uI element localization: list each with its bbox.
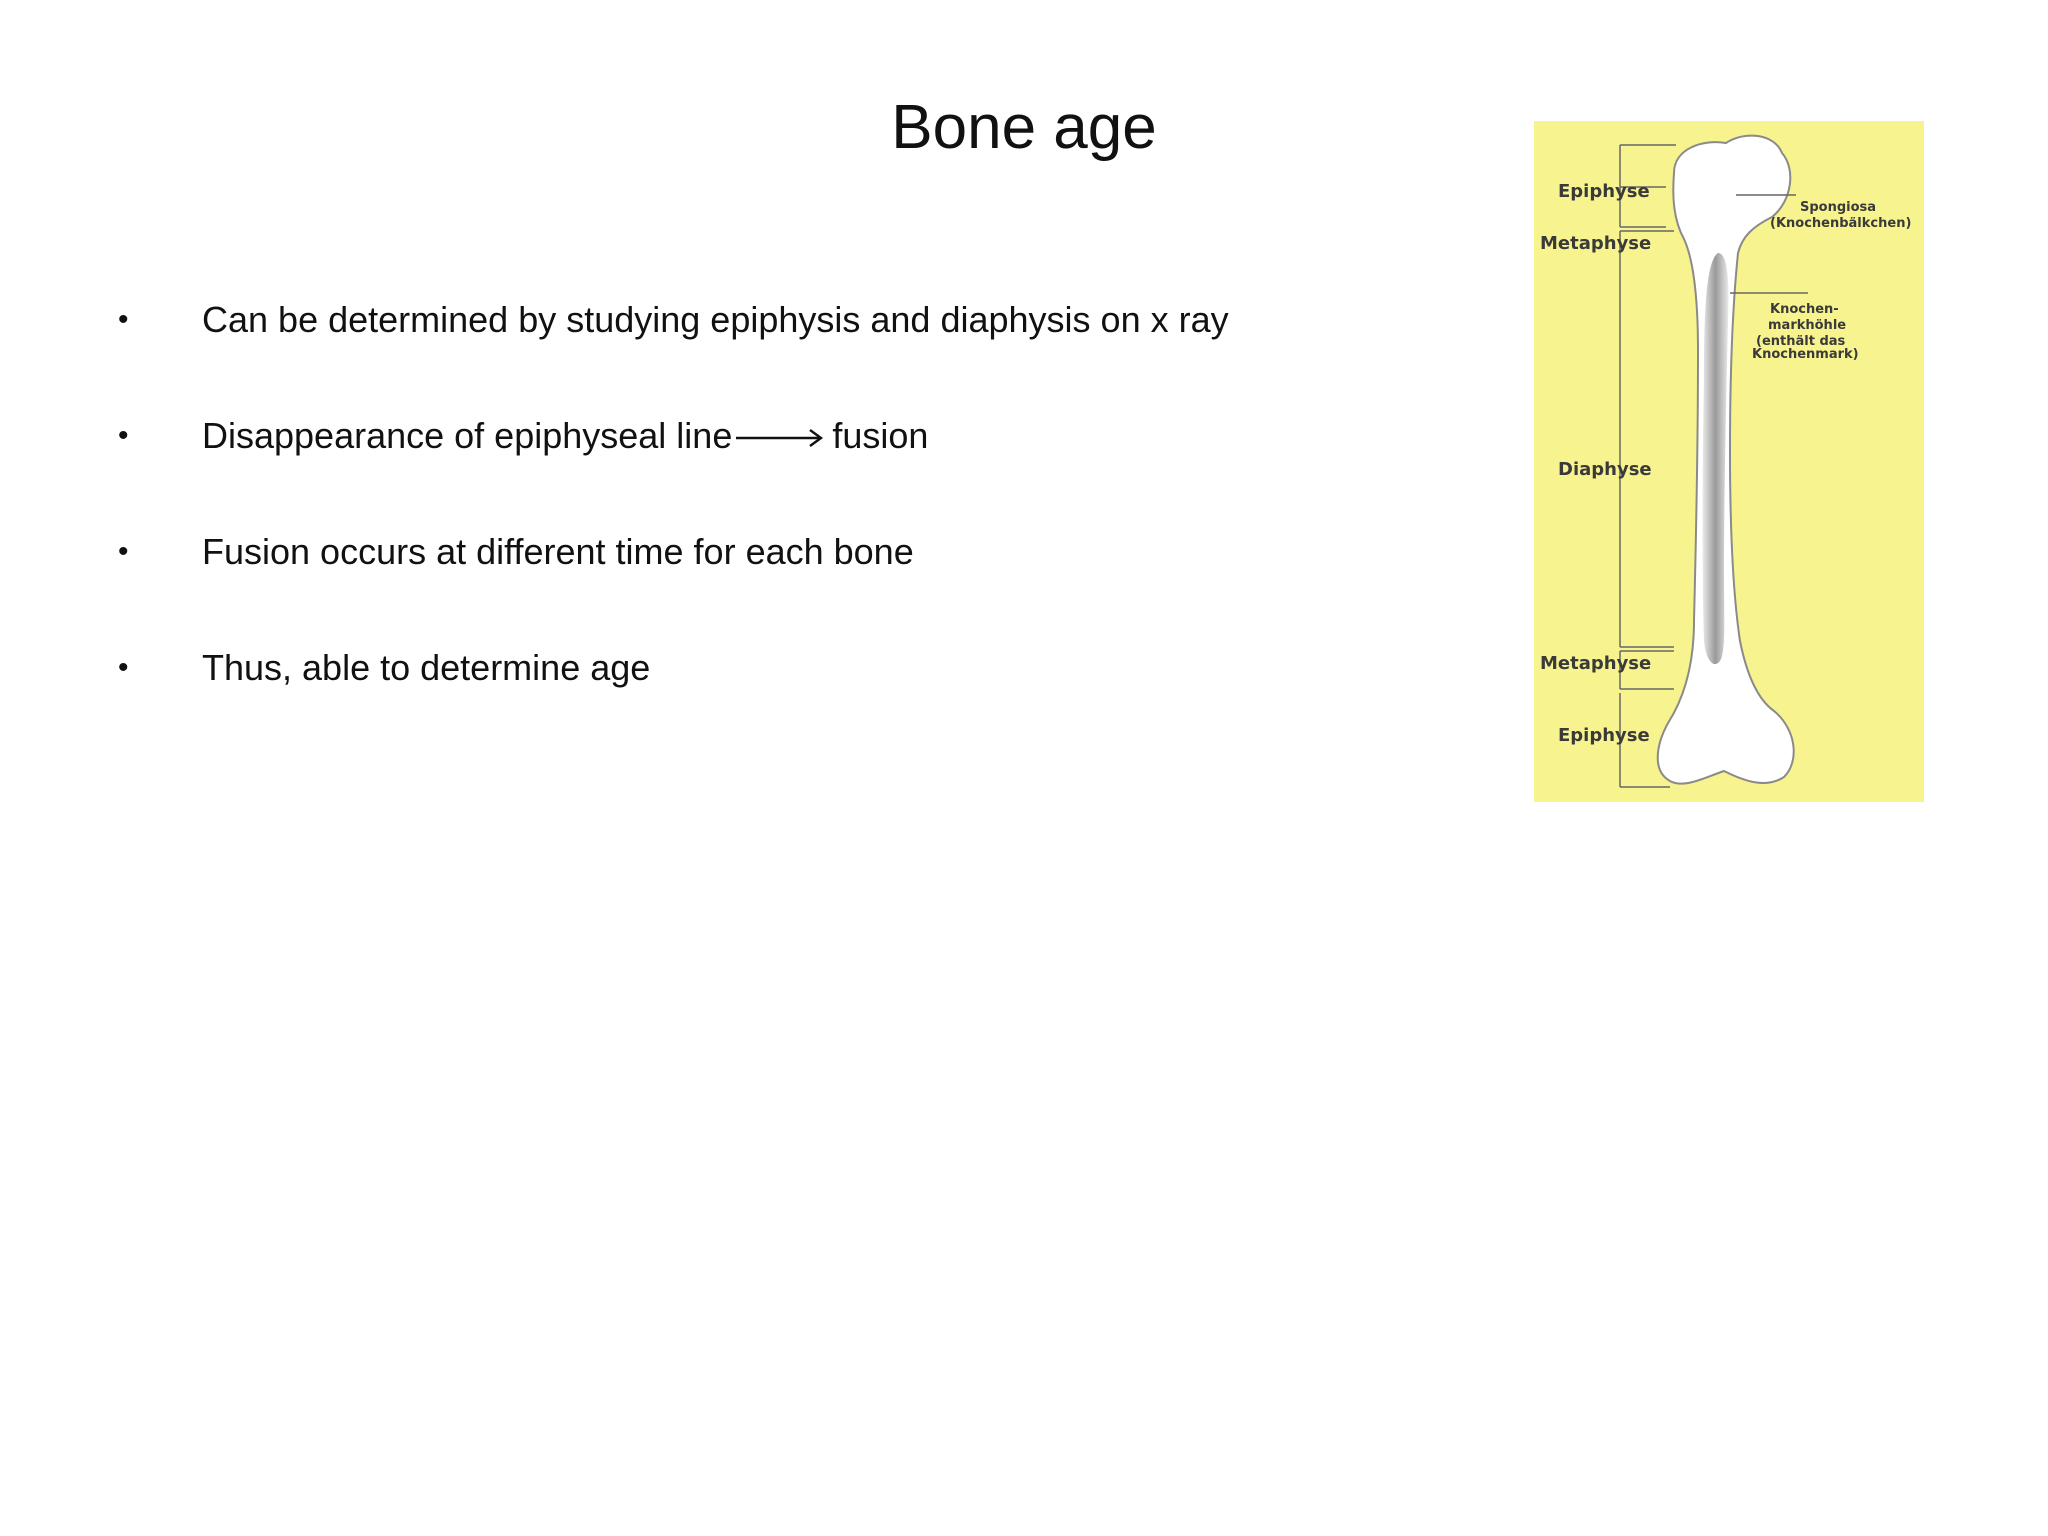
bullet-item <box>118 532 1418 648</box>
slide-title: Bone age <box>891 93 1157 162</box>
label-marrow-3: (enthält das <box>1756 334 1846 349</box>
bullet-item <box>118 300 1418 416</box>
bullet-text <box>202 416 928 456</box>
bullet-text: Can be determined by studying epiphysis and diaphysis on x ray <box>202 299 1229 340</box>
bullet-text-before-arrow: Disappearance of epiphyseal line <box>202 415 733 456</box>
bullet-symbol: • <box>118 303 129 336</box>
bullet-text: Thus, able to determine age <box>202 647 651 688</box>
label-metaphyse-bottom: Metaphyse <box>1540 653 1652 674</box>
label-marrow-1: Knochen- <box>1770 302 1839 317</box>
bullet-item <box>118 416 1418 532</box>
bone-shape <box>1658 136 1794 784</box>
bullet-symbol: • <box>118 419 129 452</box>
long-right-arrow-icon <box>734 426 826 450</box>
bullet-item <box>118 648 1418 764</box>
label-diaphyse: Diaphyse <box>1558 459 1652 480</box>
label-spongiosa: Spongiosa <box>1800 200 1877 215</box>
label-spongiosa-detail: (Knochenbälkchen) <box>1770 216 1912 231</box>
bone-anatomy-figure <box>1534 121 1924 802</box>
label-epiphyse-bottom: Epiphyse <box>1558 725 1650 746</box>
bullet-list <box>118 300 1418 764</box>
bullet-text: Fusion occurs at different time for each bone <box>202 531 914 572</box>
bullet-text-after-arrow: fusion <box>832 415 929 456</box>
label-marrow-2: markhöhle <box>1768 318 1847 333</box>
bullet-symbol: • <box>118 651 129 684</box>
label-metaphyse-top: Metaphyse <box>1540 233 1652 254</box>
label-marrow-4: Knochenmark) <box>1752 347 1859 362</box>
bullet-symbol: • <box>118 535 129 568</box>
label-epiphyse-top: Epiphyse <box>1558 181 1650 202</box>
